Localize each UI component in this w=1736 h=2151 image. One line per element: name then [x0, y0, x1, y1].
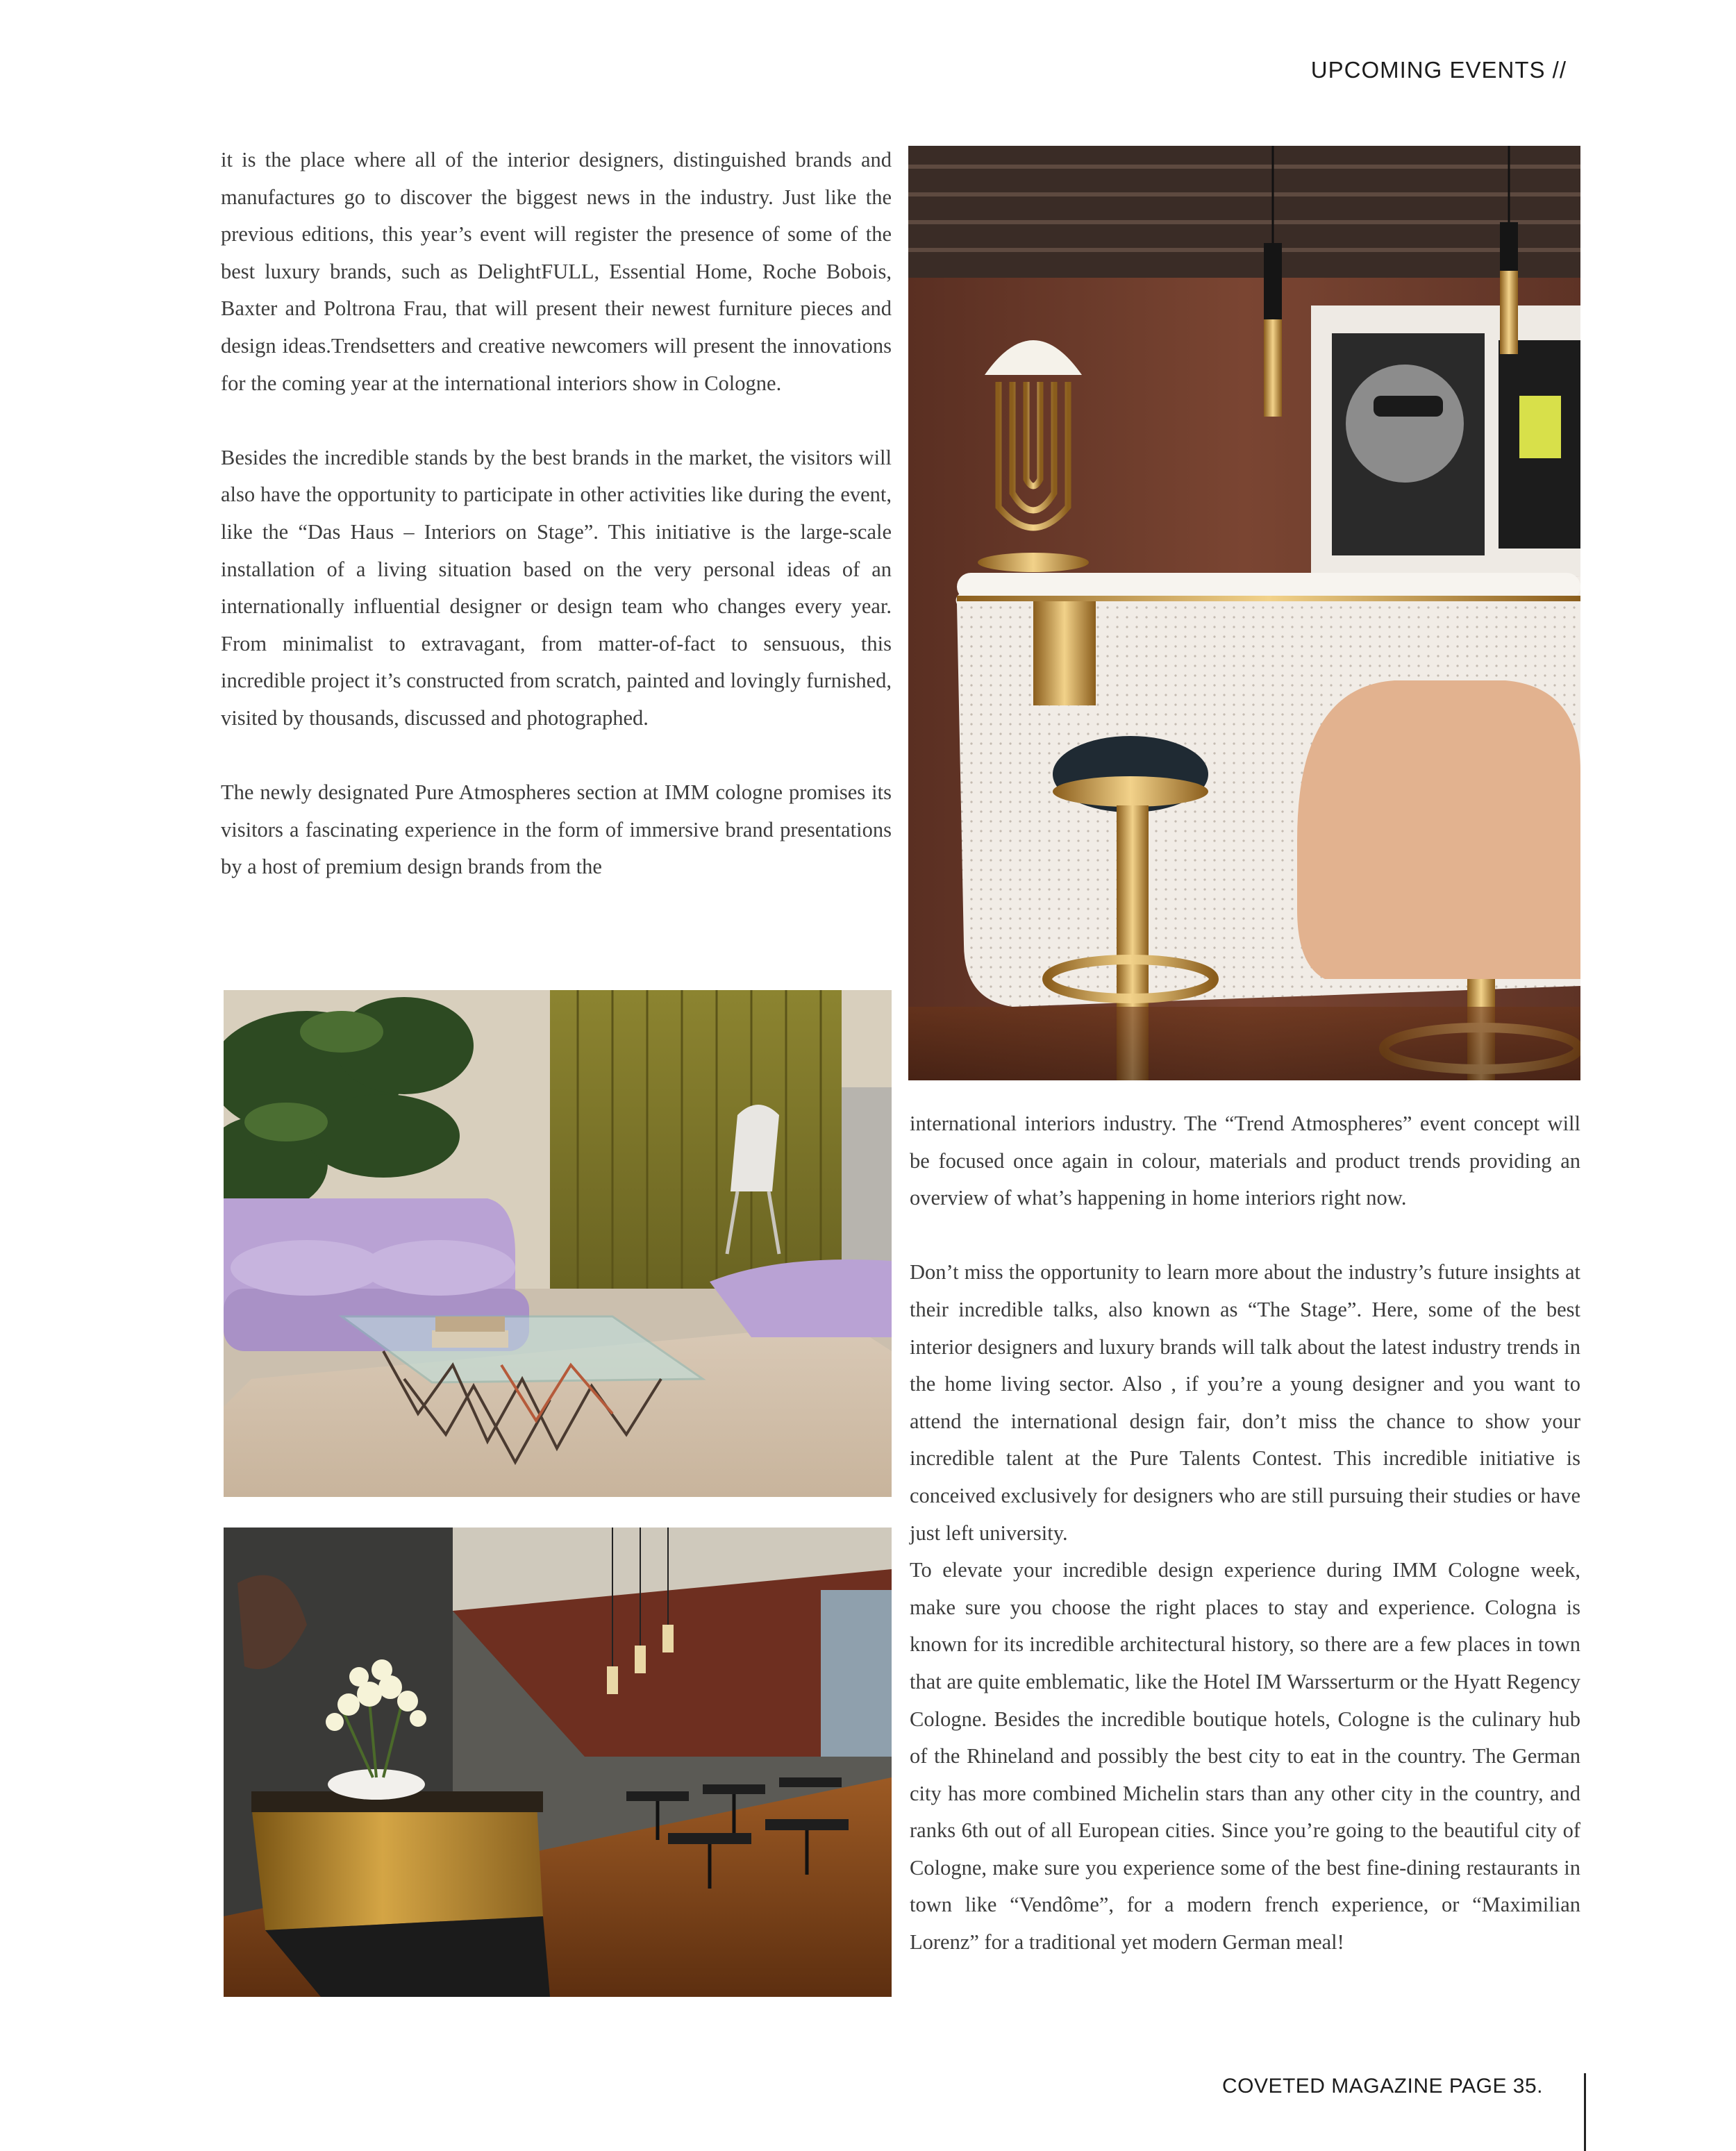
paragraph-cologne-experience: To elevate your incredible design experience during IMM Cologne week, make sure you choose the right places to stay and experience. Cologna is known for its incredible architectural history, so there are a few places in town that are quite emblematic, like the Hotel IM Warsserturm or the Hyatt Regency Cologne. Besides the incredible boutique hotels, Cologne is the culinary hub of the Rhineland and possibly the best city to eat in the country. The German city has more combined Michelin stars than any other city in the country, and ranks 6th out of all European cities. Since you’re going to the beautiful city of Cologne, make sure you experience some of the best fine-dining restaurants in town like “Vendôme”, for a modern french experience, or “Maximilian Lorenz” for a traditional yet modern German meal!: [910, 1558, 1580, 1955]
footer-divider: [1584, 2073, 1586, 2151]
page-footer-label: COVETED MAGAZINE PAGE 35.: [1221, 2075, 1543, 2098]
paragraph-the-stage: Don’t miss the opportunity to learn more about the industry’s future insights at their incredible talks, also known as “The Stage”. Here, some of the best interior designers and luxury brands will talk about the latest industry trends in the home living sector. Also , if you’re a young designer and you want to attend the international design fair, don’t miss the chance to show your incredible talent at the Pure Talents Contest. This incredible initiative is conceived exclusively for designers who are still pursuing their studies or have just left university.: [910, 1260, 1580, 1545]
article-right-column: [910, 1105, 1580, 1961]
restaurant-photo: [224, 1528, 892, 1997]
bar-photo: [908, 146, 1580, 1080]
paragraph-das-haus: Besides the incredible stands by the best brands in the market, the visitors will also have the opportunity to participate in other activities like during the event, like the “Das Haus – Interiors on Stage”. This initiative is the large-scale installation of a living situation based on the very personal ideas of an internationally influential designer or design team who changes every year. From minimalist to extravagant, from matter-of-fact to sensuous, this incredible project it’s constructed from scratch, painted and lovingly furnished, visited by thousands, discussed and photographed.: [221, 445, 892, 730]
paragraph-trend-atmospheres: international interiors industry. The “Trend Atmospheres” event concept will be focused once again in colour, materials and product trends providing an overview of what’s happening in home interiors right now.: [910, 1112, 1580, 1210]
section-label: UPCOMING EVENTS //: [1310, 57, 1567, 83]
sofa-photo: [224, 990, 892, 1497]
paragraph-intro: it is the place where all of the interior designers, distinguished brands and manufactures go to discover the biggest news in the industry. Just like the previous editions, this year’s event will register the presence of some of the best luxury brands, such as DelightFULL, Essential Home, Roche Bobois, Baxter and Poltrona Frau, that will present their newest furniture pieces and design ideas.Trendsetters and creative newcomers will present the innovations for the coming year at the international interiors show in Cologne.: [221, 148, 892, 395]
paragraph-pure-atmospheres: The newly designated Pure Atmospheres section at IMM cologne promises its visitors a fascinating experience in the form of immersive brand presentations by a host of premium design brands from the: [221, 780, 892, 879]
article-left-column: [221, 142, 892, 886]
